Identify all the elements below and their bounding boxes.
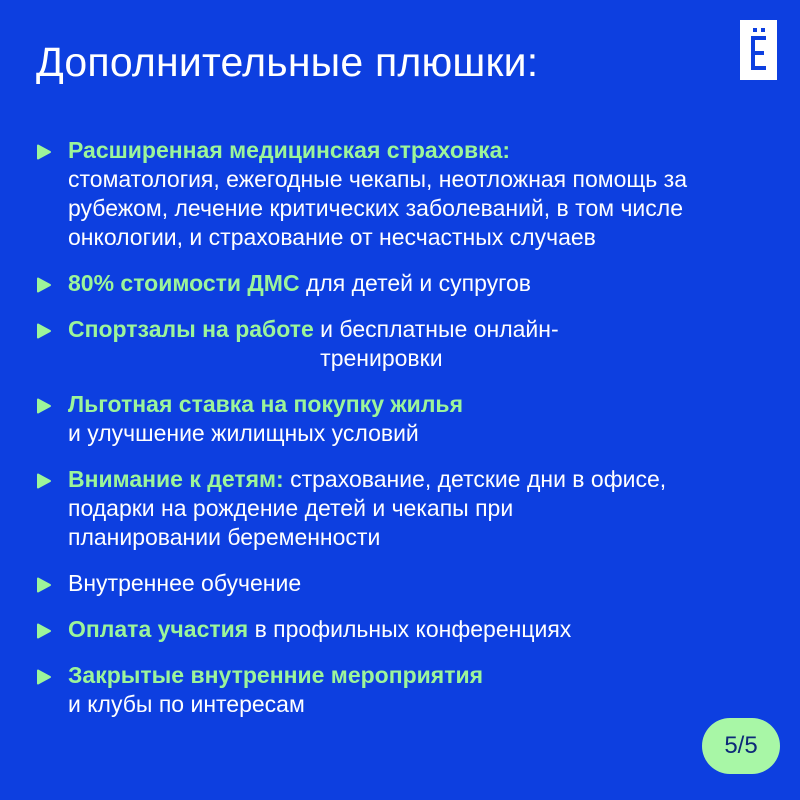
benefit-internal-training <box>36 569 756 598</box>
benefit-conferences <box>36 615 756 644</box>
logo <box>740 20 777 80</box>
play-triangle-icon <box>36 144 52 160</box>
page-indicator-badge: 5/5 <box>702 718 780 774</box>
benefit-highlight: Оплата участия <box>68 616 249 642</box>
benefit-gyms <box>36 315 756 373</box>
benefit-highlight: Закрытые внутренние мероприятия <box>68 662 484 688</box>
benefit-internal-events <box>36 661 756 719</box>
benefit-text: и бесплатные онлайн-тренировки <box>320 316 559 371</box>
benefit-text: стоматология, ежегодные чекапы, неотложная помощь за рубежом, лечение критических заболеваний, в том числе онкологии, и страхование от несчастных случаев <box>68 166 688 250</box>
benefit-text: для детей и супругов <box>305 270 532 296</box>
play-triangle-icon <box>36 577 52 593</box>
benefit-dms-family <box>36 269 756 298</box>
benefit-highlight: 80% стоимости ДМС <box>68 270 300 296</box>
benefit-extended-insurance <box>36 136 756 252</box>
benefit-highlight: Льготная ставка на покупку жилья <box>68 391 463 417</box>
benefits-list <box>36 136 756 736</box>
benefit-highlight: Расширенная медицинская страховка: <box>68 137 511 163</box>
page-title: Дополнительные плюшки: <box>36 39 539 85</box>
benefit-housing-rate <box>36 390 756 448</box>
play-triangle-icon <box>36 669 52 685</box>
benefit-highlight: Внимание к детям: <box>68 466 284 492</box>
benefit-children <box>36 465 668 552</box>
play-triangle-icon <box>36 398 52 414</box>
play-triangle-icon <box>36 623 52 639</box>
benefit-text: и улучшение жилищных условий <box>68 420 419 446</box>
benefit-text: Внутреннее обучение <box>68 570 302 596</box>
play-triangle-icon <box>36 473 52 489</box>
benefit-highlight: Спортзалы на работе <box>68 316 314 342</box>
benefit-text: и клубы по интересам <box>68 691 305 717</box>
logo-letter-icon <box>740 20 777 80</box>
benefit-text: страхование, детские дни в офисе, подарки на рождение детей и чекапы при планировании беременности <box>68 466 667 550</box>
play-triangle-icon <box>36 277 52 293</box>
play-triangle-icon <box>36 323 52 339</box>
benefit-text: в профильных конференциях <box>254 616 572 642</box>
